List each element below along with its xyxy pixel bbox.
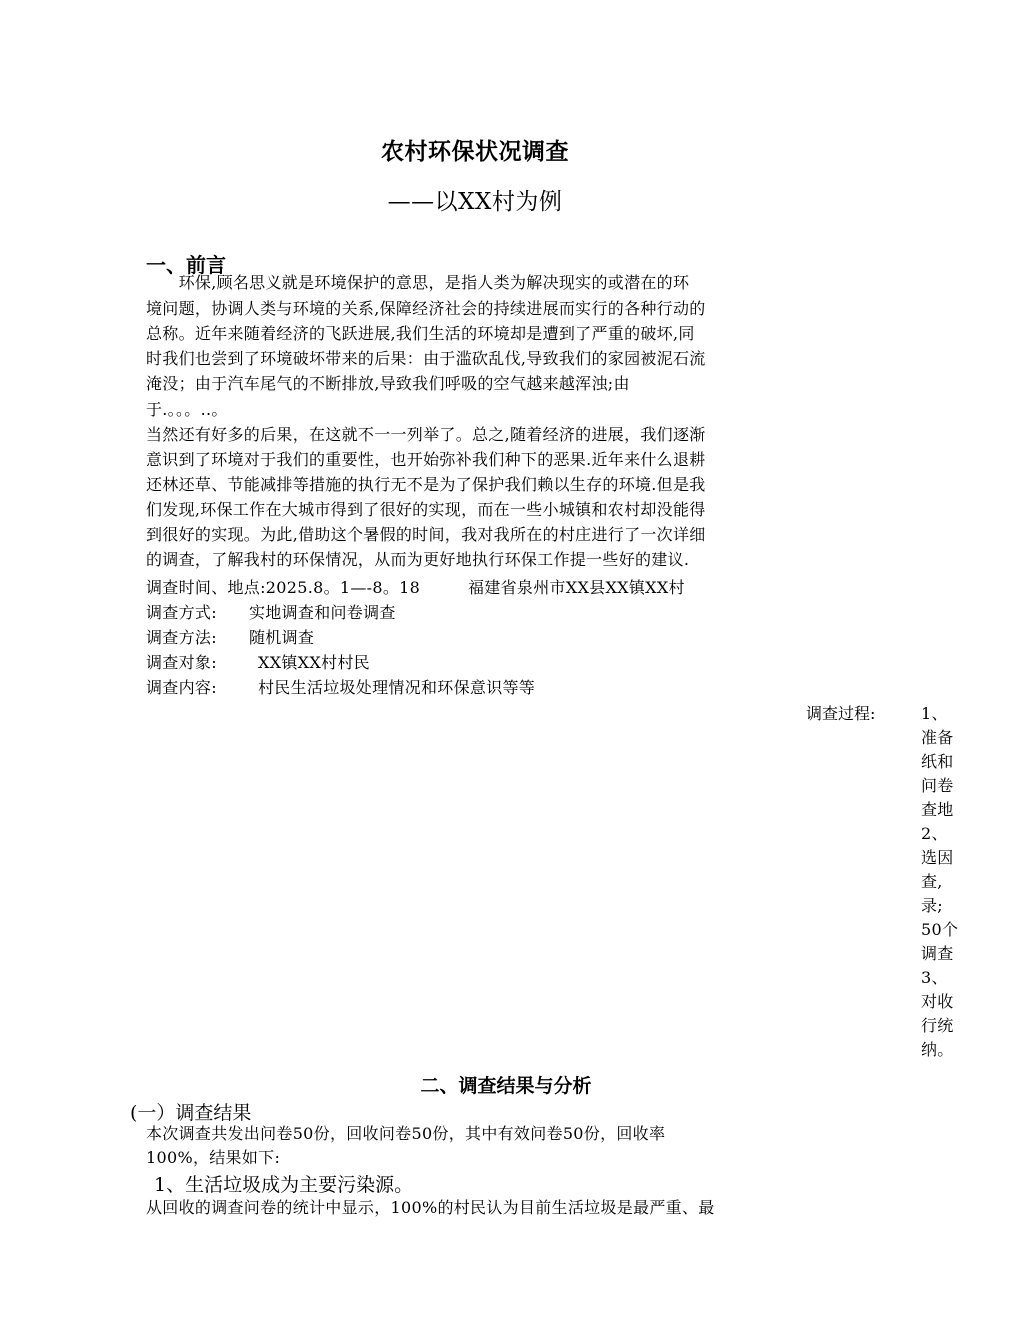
paragraph-line: 们发现,环保工作在大城市得到了很好的实现，而在一些小城镇和农村却没能得 — [146, 500, 706, 519]
document-title: 农村环保状况调查 — [381, 139, 569, 165]
survey-content-label: 调查内容: — [146, 678, 217, 697]
paragraph-line: 的调查，了解我村的环保情况，从而为更好地执行环保工作提一些好的建议. — [146, 550, 690, 569]
survey-subject-value: XX镇XX村村民 — [258, 653, 370, 672]
process-line: 选因 — [921, 848, 954, 867]
process-line: 查地 — [921, 800, 954, 819]
process-line: 查, — [921, 872, 943, 891]
process-line: 行统 — [921, 1016, 954, 1035]
paragraph-line: 环保,顾名思义就是环境保护的意思，是指人类为解决现实的或潜在的环 — [146, 273, 690, 292]
paragraph-line: 当然还有好多的后果，在这就不一一列举了。总之,随着经济的进展，我们逐渐 — [146, 425, 706, 444]
paragraph-line: 从回收的调查问卷的统计中显示，100%的村民认为目前生活垃圾是最严重、最 — [146, 1198, 715, 1217]
paragraph-line: 还林还草、节能减排等措施的执行无不是为了保护我们赖以生存的环境.但是我 — [146, 475, 706, 494]
process-line: 问卷 — [921, 776, 954, 795]
paragraph-line: 本次调查共发出问卷50份，回收问卷50份，其中有效问卷50份，回收率 — [146, 1124, 666, 1143]
paragraph-line: 意识到了环境对于我们的重要性，也开始弥补我们种下的恶果.近年来什么退耕 — [146, 450, 706, 469]
survey-subject-label: 调查对象: — [146, 653, 217, 672]
subsection-heading-results: (一）调查结果 — [130, 1102, 252, 1124]
process-line: 纳。 — [921, 1040, 954, 1059]
survey-method-value: 随机调查 — [249, 628, 315, 647]
paragraph-line: 淹没；由于汽车尾气的不断排放,导致我们呼吸的空气越来越浑浊;由 — [146, 374, 630, 393]
process-line: 录; — [921, 896, 943, 915]
paragraph-line: 时我们也尝到了环境破坏带来的后果：由于滥砍乱伐,导致我们的家园被泥石流 — [146, 349, 706, 368]
process-line: 对收 — [921, 992, 954, 1011]
process-line: 1、 — [921, 704, 948, 723]
process-line: 50个 — [921, 920, 959, 939]
item-heading-1: 1、生活垃圾成为主要污染源。 — [154, 1174, 414, 1196]
process-line: 准备 — [921, 728, 954, 747]
process-line: 2、 — [921, 824, 948, 843]
survey-time-place-label: 调查时间、地点:2025.8。1—-8。18 — [146, 578, 421, 597]
paragraph-line: 100%，结果如下: — [146, 1148, 281, 1167]
process-line: 调查 — [921, 944, 954, 963]
process-line: 纸和 — [921, 752, 954, 771]
survey-mode-label: 调查方式: — [146, 603, 217, 622]
paragraph-line: 总称。近年来随着经济的飞跃进展,我们生活的环境却是遭到了严重的破坏,同 — [146, 324, 695, 343]
survey-mode-value: 实地调查和问卷调查 — [249, 603, 396, 622]
survey-content-value: 村民生活垃圾处理情况和环保意识等等 — [258, 678, 536, 697]
document-subtitle: ——以XX村为例 — [387, 189, 563, 215]
section-heading-preface: 一、前言 — [146, 253, 226, 277]
survey-time-place-value: 福建省泉州市XX县XX镇XX村 — [468, 578, 685, 597]
survey-method-label: 调查方法: — [146, 628, 217, 647]
paragraph-line: 到很好的实现。为此,借助这个暑假的时间，我对我所在的村庄进行了一次详细 — [146, 525, 706, 544]
process-line: 3、 — [921, 968, 948, 987]
survey-process-label: 调查过程: — [806, 704, 876, 723]
paragraph-line: 于.。。。..。 — [146, 400, 228, 419]
section-heading-results: 二、调查结果与分析 — [420, 1075, 592, 1097]
paragraph-line: 境问题，协调人类与环境的关系,保障经济社会的持续进展而实行的各种行动的 — [146, 299, 706, 318]
